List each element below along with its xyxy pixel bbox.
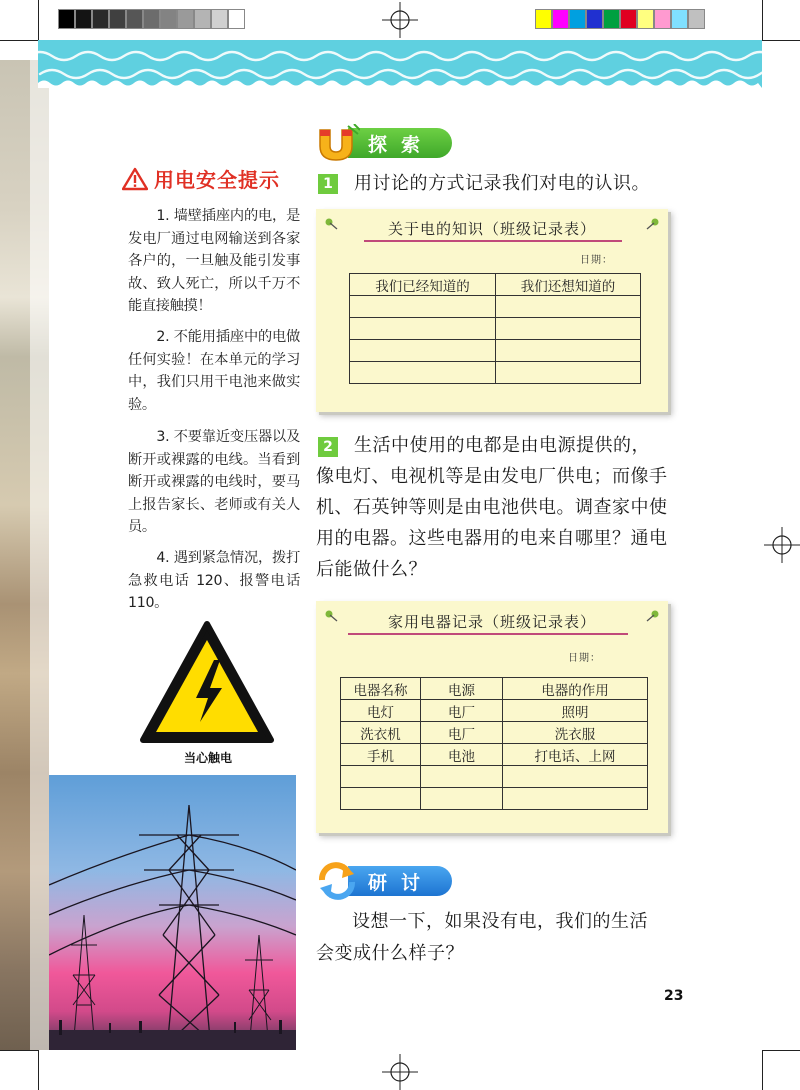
binding-edge-photo <box>0 60 49 1050</box>
table-row <box>350 318 641 340</box>
color-swatch <box>569 9 586 29</box>
color-swatch <box>620 9 637 29</box>
table-cell: 照明 <box>503 700 648 722</box>
table-row <box>350 296 641 318</box>
magnet-icon <box>314 124 360 162</box>
card2-title: 家用电器记录（班级记录表） <box>387 613 596 631</box>
table-cell <box>503 788 648 810</box>
table-row <box>341 788 648 810</box>
transmission-tower-photo <box>49 775 296 1050</box>
table-cell <box>496 318 641 340</box>
gray-swatch <box>228 9 245 29</box>
high-voltage-warning-sign-icon <box>140 620 274 746</box>
safety-tips-heading <box>122 164 280 193</box>
safety-tip-3: 3. 不要靠近变压器以及断开或裸露的电线。当看到断开或裸露的电线时，要马上报告家长、老师或有关人员。 <box>128 429 300 536</box>
discuss-line-1: 设想一下，如果没有电，我们的生活 <box>352 911 648 932</box>
color-swatch <box>552 9 569 29</box>
table-header-cell: 电器的作用 <box>503 678 648 700</box>
gray-swatch <box>160 9 177 29</box>
gray-swatch <box>58 9 75 29</box>
gray-swatch <box>126 9 143 29</box>
color-swatch <box>671 9 688 29</box>
warning-sign-caption: 当心触电 <box>183 751 232 765</box>
crop-mark <box>0 40 38 41</box>
registration-mark-icon <box>382 2 418 38</box>
item2-line-5: 后能做什么？ <box>316 559 427 580</box>
safety-tip-2: 2. 不能用插座中的电做任何实验！在本单元的学习中，我们只用干电池来做实验。 <box>128 329 300 413</box>
item2-line-2: 像电灯、电视机等是由发电厂供电；而像手 <box>316 466 668 487</box>
page-number: 23 <box>664 988 684 1004</box>
table-cell <box>341 766 421 788</box>
color-swatch <box>586 9 603 29</box>
crop-mark <box>38 0 39 40</box>
table-header-cell: 电源 <box>421 678 503 700</box>
table-row <box>350 340 641 362</box>
table-cell: 洗衣机 <box>341 722 421 744</box>
table-header-cell: 我们已经知道的 <box>350 274 496 296</box>
table-cell: 电池 <box>421 744 503 766</box>
table-row <box>341 766 648 788</box>
crop-mark <box>762 1050 800 1051</box>
table-header-cell: 我们还想知道的 <box>496 274 641 296</box>
table-header-cell: 电器名称 <box>341 678 421 700</box>
crop-mark <box>762 1050 763 1090</box>
table-cell <box>350 296 496 318</box>
table-header-row <box>341 678 648 700</box>
gray-swatch <box>194 9 211 29</box>
card2-title-underline <box>348 633 628 635</box>
table-cell: 打电话、上网 <box>503 744 648 766</box>
warning-triangle-icon <box>122 167 148 191</box>
gray-swatch <box>109 9 126 29</box>
safety-tips-title: 用电安全提示 <box>154 168 280 192</box>
discuss-section-badge <box>314 862 452 900</box>
gray-calibration-bar <box>58 9 245 29</box>
table-row <box>350 362 641 384</box>
table-cell <box>350 340 496 362</box>
appliance-table <box>340 677 648 810</box>
safety-tip-4: 4. 遇到紧急情况，拨打急救电话 120、报警电话 110。 <box>128 550 300 612</box>
appliance-record-card <box>316 601 668 833</box>
registration-mark-icon <box>382 1054 418 1090</box>
table-cell: 电灯 <box>341 700 421 722</box>
color-calibration-bar <box>535 9 705 29</box>
table-cell <box>421 788 503 810</box>
table-cell <box>341 788 421 810</box>
gray-swatch <box>211 9 228 29</box>
crop-mark <box>38 1050 39 1090</box>
table-cell <box>496 340 641 362</box>
table-row <box>341 744 648 766</box>
gray-swatch <box>92 9 109 29</box>
registration-mark-icon <box>764 527 800 563</box>
item2-line-1: 生活中使用的电都是由电源提供的， <box>354 435 650 456</box>
header-wave-band <box>38 40 762 88</box>
crop-mark <box>762 40 800 41</box>
table-header-row <box>350 274 641 296</box>
gray-swatch <box>177 9 194 29</box>
color-swatch <box>654 9 671 29</box>
item2-line-3: 机、石英钟等则是由电池供电。调查家中使 <box>316 497 668 518</box>
table-cell: 电厂 <box>421 700 503 722</box>
card1-date-label: 日期： <box>580 255 613 266</box>
item2-line-4: 用的电器。这些电器用的电来自哪里？通电 <box>316 528 668 549</box>
table-cell: 电厂 <box>421 722 503 744</box>
table-row <box>341 722 648 744</box>
table-cell <box>503 766 648 788</box>
table-cell <box>350 318 496 340</box>
gray-swatch <box>143 9 160 29</box>
item-number-2: 2 <box>318 437 338 457</box>
card1-title: 关于电的知识（班级记录表） <box>387 220 596 238</box>
refresh-arrows-icon <box>314 862 360 900</box>
item-number-1: 1 <box>318 174 338 194</box>
safety-tip-1: 1. 墙壁插座内的电，是发电厂通过电网输送到各家各户的，一旦触及能引发事故、致人死亡，所以千万不能直接触摸！ <box>128 208 300 315</box>
color-swatch <box>603 9 620 29</box>
explore-label: 探索 <box>348 128 452 158</box>
color-swatch <box>535 9 552 29</box>
gray-swatch <box>75 9 92 29</box>
table-cell <box>421 766 503 788</box>
card2-date-label: 日期： <box>568 653 601 664</box>
knowledge-record-card <box>316 209 668 412</box>
discuss-line-2: 会变成什么样子？ <box>316 943 464 964</box>
item1-text: 用讨论的方式记录我们对电的认识。 <box>354 173 650 194</box>
table-cell: 洗衣服 <box>503 722 648 744</box>
color-swatch <box>637 9 654 29</box>
table-cell <box>496 296 641 318</box>
discuss-label: 研讨 <box>348 866 452 896</box>
table-cell <box>496 362 641 384</box>
table-row <box>341 700 648 722</box>
knowledge-table <box>349 273 641 384</box>
crop-mark <box>0 1050 38 1051</box>
table-cell <box>350 362 496 384</box>
explore-section-badge <box>314 124 452 162</box>
crop-mark <box>762 0 763 40</box>
table-cell: 手机 <box>341 744 421 766</box>
card1-title-underline <box>364 240 622 242</box>
color-swatch <box>688 9 705 29</box>
